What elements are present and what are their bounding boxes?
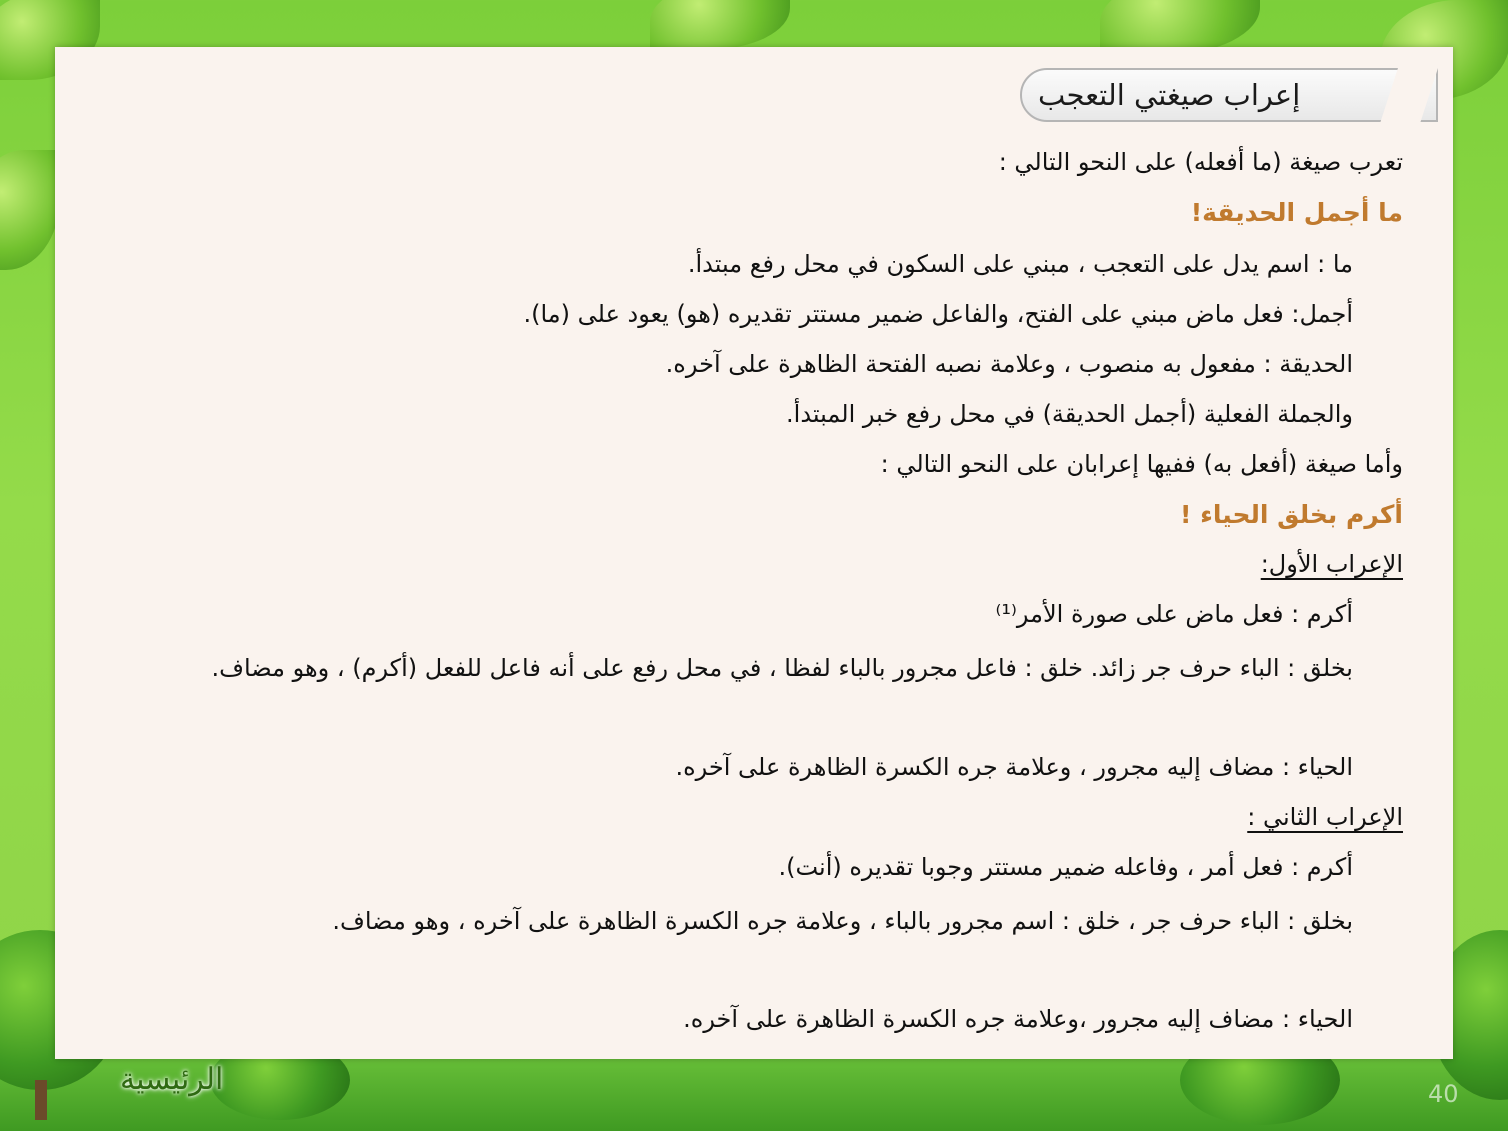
parse-line: بخلق : الباء حرف جر ، خلق : اسم مجرور بالباء ، وعلامة جره الكسرة الظاهرة على آخره ، وهو مضاف.	[332, 907, 1353, 935]
parse-line: بخلق : الباء حرف جر زائد. خلق : فاعل مجرور بالباء لفظا ، في محل رفع على أنه فاعل للفعل (أكرم) ، وهو مضاف.	[211, 654, 1353, 682]
slide-title-tab	[1020, 68, 1438, 122]
parse-line: ما : اسم يدل على التعجب ، مبني على السكون في محل رفع مبتدأ.	[687, 250, 1353, 278]
parse-line: أكرم : فعل ماض على صورة الأمر⁽¹⁾	[995, 600, 1353, 628]
parse-line: أجمل: فعل ماض مبني على الفتح، والفاعل ضمير مستتر تقديره (هو) يعود على (ما).	[523, 300, 1353, 328]
parse-line: الحياء : مضاف إليه مجرور ،وعلامة جره الكسرة الظاهرة على آخره.	[683, 1005, 1353, 1033]
home-link[interactable]: الرئيسية	[120, 1062, 224, 1097]
slide-title: إعراب صيغتي التعجب	[1038, 78, 1301, 112]
second-parsing-heading: الإعراب الثاني :	[1247, 803, 1403, 831]
intro-text: تعرب صيغة (ما أفعله) على النحو التالي :	[998, 148, 1403, 176]
page-number: 40	[1428, 1080, 1459, 1108]
leaf-decoration	[650, 0, 790, 50]
intro-text-2: وأما صيغة (أفعل به) ففيها إعرابان على النحو التالي :	[880, 450, 1403, 478]
parse-line: والجملة الفعلية (أجمل الحديقة) في محل رفع خبر المبتدأ.	[786, 400, 1353, 428]
first-parsing-heading: الإعراب الأول:	[1260, 550, 1403, 578]
parse-line: الحديقة : مفعول به منصوب ، وعلامة نصبه الفتحة الظاهرة على آخره.	[665, 350, 1353, 378]
leaf-decoration	[0, 150, 60, 270]
example-heading-2: أكرم بخلق الحياء !	[1180, 500, 1403, 529]
example-heading-1: ما أجمل الحديقة!	[1190, 198, 1403, 227]
parse-line: أكرم : فعل أمر ، وفاعله ضمير مستتر وجوبا تقديره (أنت).	[778, 853, 1353, 881]
tree-trunk	[35, 1080, 47, 1120]
parse-line: الحياء : مضاف إليه مجرور ، وعلامة جره الكسرة الظاهرة على آخره.	[675, 753, 1353, 781]
